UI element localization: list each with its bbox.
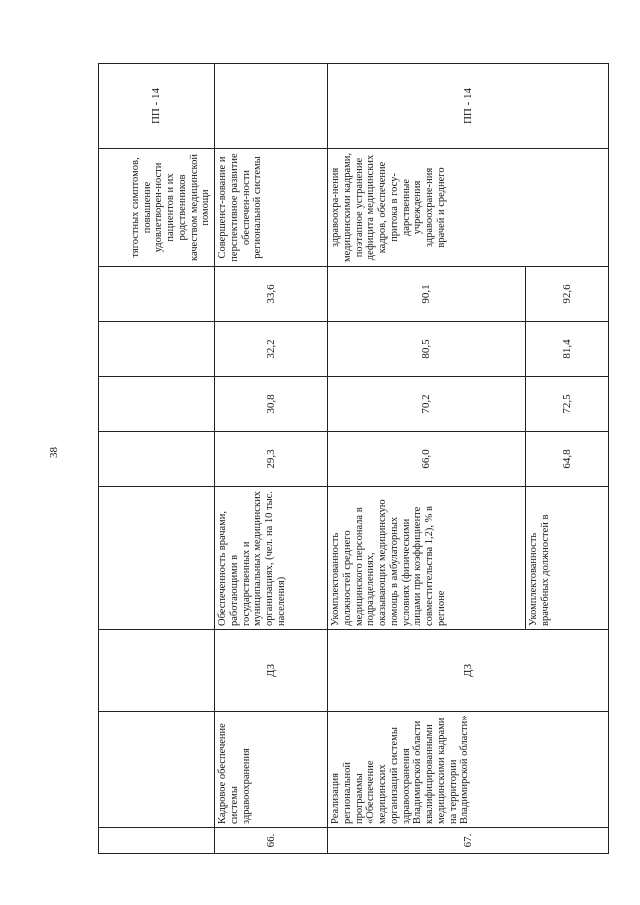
rotated-table-wrapper: [98, 64, 608, 854]
continuation-row: [99, 64, 215, 854]
value-cell: 30,8: [215, 377, 328, 432]
event-name-cell: Кадровое обеспечение системы здравоохранения: [215, 712, 328, 828]
empty-cell: [99, 377, 215, 432]
empty-cell: [99, 630, 215, 712]
executor-code-cell: ДЗ: [215, 630, 328, 712]
page-number: 38: [48, 447, 60, 458]
value-cell: 70,2: [328, 377, 526, 432]
indicator-cell: Укомплектованность должностей среднего медицинского персонала в подразделениях, оказывающих медицинскую помощь в амбулаторных условиях (физическими лицами при коэффициенте совместительства 1,2), % в регионе: [328, 487, 526, 630]
table-row: [328, 64, 526, 854]
table-row: [215, 64, 328, 854]
event-name-cell: Реализация региональной программы «Обеспечение медицинских организаций системы здравоохранения Владимирской области квалифицированными медицинскими кадрами на территории Владимирской области»: [328, 712, 609, 828]
indicator-cell: Укомплектованность врачебных должностей в: [526, 487, 609, 630]
value-cell: 92,6: [526, 267, 609, 322]
goal-cell: Совершенст-вование и перспективное развитие обеспечен-ности региональной системы: [215, 149, 328, 267]
goal-continuation-cell: тягостных симптомов, повышение удовлетворен-ности пациентов и их родственников качеством медицинской помощи: [99, 149, 215, 267]
goal-cell: здравоохра-нения медицинскими кадрами, поэтапное устранение дефицита медицинских кадров, обеспечение притока в госу-дарственные учреждения здравоохране-ния врачей и среднего: [328, 149, 609, 267]
value-cell: 80,5: [328, 322, 526, 377]
value-cell: 90,1: [328, 267, 526, 322]
empty-cell: [99, 712, 215, 828]
ref-cell: ПП - 14: [328, 64, 609, 149]
empty-cell: [99, 487, 215, 630]
empty-cell: [99, 828, 215, 854]
empty-cell: [99, 267, 215, 322]
executor-code-cell: ДЗ: [328, 630, 609, 712]
ref-cell: [215, 64, 328, 149]
indicator-cell: Обеспеченность врачами, работающими в государственных и муниципальных медицинских организациях, (чел. на 10 тыс. населения): [215, 487, 328, 630]
value-cell: 64,8: [526, 432, 609, 487]
program-indicators-table: [98, 63, 609, 854]
ref-cell: ПП - 14: [99, 64, 215, 149]
value-cell: 66,0: [328, 432, 526, 487]
row-number-cell: 67.: [328, 828, 609, 854]
empty-cell: [99, 322, 215, 377]
value-cell: 33,6: [215, 267, 328, 322]
value-cell: 81,4: [526, 322, 609, 377]
empty-cell: [99, 432, 215, 487]
value-cell: 32,2: [215, 322, 328, 377]
row-number-cell: 66.: [215, 828, 328, 854]
value-cell: 72,5: [526, 377, 609, 432]
value-cell: 29,3: [215, 432, 328, 487]
